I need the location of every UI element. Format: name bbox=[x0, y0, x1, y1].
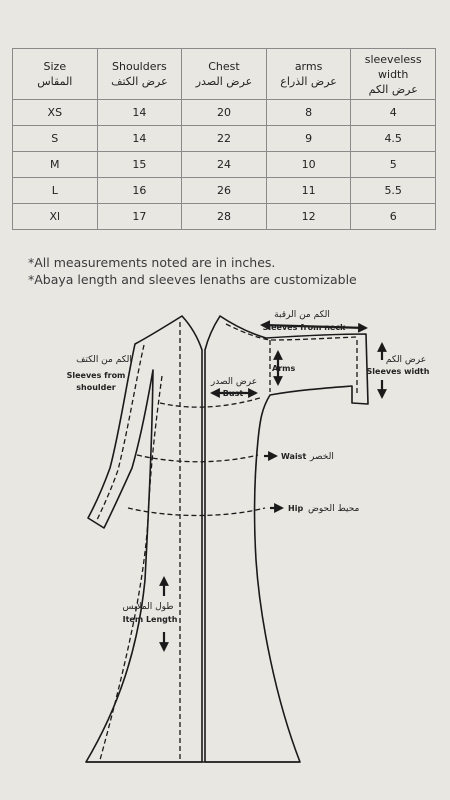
cell-shoulders: 15 bbox=[97, 152, 182, 178]
table-row bbox=[13, 178, 436, 204]
left-sleeve-dashed bbox=[100, 376, 162, 760]
sleeves-from-shoulder-label-en-line1: Sleeves from bbox=[66, 371, 126, 380]
column-header-size: Size المقاس bbox=[13, 49, 98, 100]
table-row bbox=[13, 100, 436, 126]
column-header-arms: arms عرض الذراع bbox=[266, 49, 351, 100]
waist-label-en: Waist bbox=[281, 452, 307, 461]
sleeves-width-label-ar: عرض الكم bbox=[385, 355, 427, 365]
cell-shoulders: 14 bbox=[97, 100, 182, 126]
note-units: *All measurements noted are in inches. bbox=[28, 255, 276, 270]
item-length-label-ar: طول الملابس bbox=[122, 602, 174, 612]
cell-arms: 10 bbox=[266, 152, 351, 178]
cell-size: L bbox=[13, 178, 98, 204]
table-header-row bbox=[13, 49, 436, 100]
size-chart-table bbox=[12, 48, 436, 230]
sleeves-from-shoulder-label-ar: الكم من الكتف bbox=[76, 355, 132, 365]
column-header-sleeveless-width: sleeveless width عرض الكم bbox=[351, 49, 436, 100]
sleeves-from-shoulder-label-en-line2: shoulder bbox=[76, 383, 116, 392]
arms-label: Arms bbox=[272, 364, 296, 373]
cell-chest: 26 bbox=[182, 178, 267, 204]
cell-sleeveless-width: 6 bbox=[351, 204, 436, 230]
cell-sleeveless-width: 5.5 bbox=[351, 178, 436, 204]
cell-size: XS bbox=[13, 100, 98, 126]
cell-sleeveless-width: 4 bbox=[351, 100, 436, 126]
cell-arms: 12 bbox=[266, 204, 351, 230]
bust-dashed bbox=[160, 398, 260, 407]
column-header-shoulders: Shoulders عرض الكتف bbox=[97, 49, 182, 100]
cell-shoulders: 14 bbox=[97, 126, 182, 152]
cell-size: S bbox=[13, 126, 98, 152]
cell-arms: 8 bbox=[266, 100, 351, 126]
cell-arms: 9 bbox=[266, 126, 351, 152]
bust-label-en: Bust bbox=[222, 389, 244, 398]
sleeves-from-neck-label-en: Sleeves from neck bbox=[262, 323, 346, 332]
sleeves-width-label-en: Sleeves width bbox=[366, 367, 430, 376]
cell-chest: 24 bbox=[182, 152, 267, 178]
cell-sleeveless-width: 4.5 bbox=[351, 126, 436, 152]
cell-chest: 28 bbox=[182, 204, 267, 230]
note-customizable: *Abaya length and sleeves lenaths are customizable bbox=[28, 272, 357, 287]
item-length-label-en: Item Length bbox=[122, 615, 178, 624]
bust-label-ar: عرض الصدر bbox=[210, 377, 258, 387]
abaya-measurement-diagram bbox=[0, 300, 450, 770]
column-header-chest: Chest عرض الصدر bbox=[182, 49, 267, 100]
hip-label-en: Hip bbox=[288, 504, 304, 513]
cell-shoulders: 17 bbox=[97, 204, 182, 230]
table-row bbox=[13, 152, 436, 178]
measurement-notes bbox=[28, 254, 357, 288]
cell-chest: 20 bbox=[182, 100, 267, 126]
cell-size: Xl bbox=[13, 204, 98, 230]
table-row bbox=[13, 204, 436, 230]
cell-sleeveless-width: 5 bbox=[351, 152, 436, 178]
sleeves-from-neck-label-ar: الكم من الرقبة bbox=[274, 310, 330, 320]
cell-size: M bbox=[13, 152, 98, 178]
cell-shoulders: 16 bbox=[97, 178, 182, 204]
cell-chest: 22 bbox=[182, 126, 267, 152]
waist-dashed bbox=[137, 455, 258, 462]
table-row bbox=[13, 126, 436, 152]
cell-arms: 11 bbox=[266, 178, 351, 204]
hip-label-ar: محيط الحوض bbox=[308, 504, 360, 514]
waist-label-ar: الخصر bbox=[310, 452, 334, 462]
